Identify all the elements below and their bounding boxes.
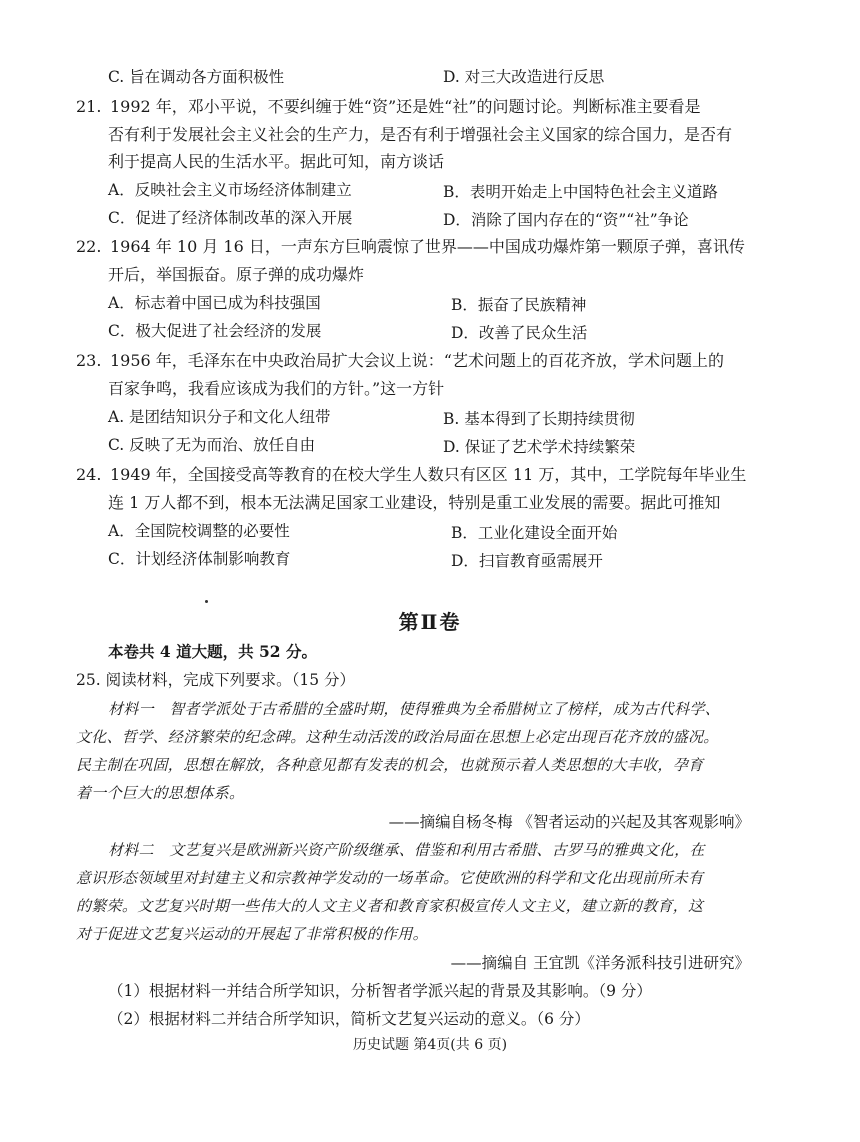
q21-option-b: B．表明开始走上中国特色社会主义道路 (443, 183, 718, 201)
material-two-source: ——摘编自 王宜凯《洋务派科技引进研究》 (450, 954, 750, 972)
q23-option-c: C. 反映了无为而治、放任自由 (108, 436, 316, 454)
material-two-line3: 的繁荣。文艺复兴时期一些伟大的人文主义者和教育家积极宣传人文主义，建立新的教育，这 (76, 897, 704, 915)
q21-option-c: C．促进了经济体制改革的深入开展 (108, 209, 353, 227)
section-title: 第Ⅱ卷 (398, 610, 462, 634)
q21-option-d: D．消除了国内存在的“资”“社”争论 (443, 211, 689, 229)
material-one-line1: 材料一 智者学派处于古希腊的全盛时期，使得雅典为全希腊树立了榜样，成为古代科学、 (108, 700, 721, 718)
q24-option-c: C．计划经济体制影响教育 (108, 550, 291, 568)
q24-option-b: B．工业化建设全面开始 (451, 524, 618, 542)
q25-heading: 25. 阅读材料，完成下列要求。（15 分） (76, 671, 355, 689)
q21-stem-line3: 利于提高人民的生活水平。据此可知，南方谈话 (108, 152, 445, 171)
q22-option-d: D．改善了民众生活 (451, 324, 588, 342)
page-footer: 历史试题 第4页(共 6 页) (352, 1037, 508, 1053)
q23-number: 23. (76, 351, 102, 370)
material-two-line1: 材料二 文艺复兴是欧洲新兴资产阶级继承、借鉴和利用古希腊、古罗马的雅典文化，在 (108, 841, 705, 859)
q22-stem-line2: 开后，举国振奋。原子弹的成功爆炸 (108, 265, 365, 284)
q22-option-a: A．标志着中国已成为科技强国 (108, 294, 321, 312)
q20-option-c: C. 旨在调动各方面积极性 (108, 68, 285, 86)
q22-number: 22. (76, 237, 102, 256)
q22-stem-line1: 22. 1964 年 10 月 16 日，一声东方巨响震惊了世界——中国成功爆炸第一颗原子弹，喜讯传 (76, 237, 745, 256)
q21-option-a: A．反映社会主义市场经济体制建立 (108, 181, 352, 199)
q23-option-d: D. 保证了艺术学术持续繁荣 (443, 438, 636, 456)
q24-stem-line2: 连 1 万人都不到，根本无法满足国家工业建设，特别是重工业发展的需要。据此可推知 (108, 493, 721, 512)
material-one-line2: 文化、哲学、经济繁荣的纪念碑。这种生动活泼的政治局面在思想上必定出现百花齐放的盛况。 (76, 728, 719, 746)
material-two-line4: 对于促进文艺复兴运动的开展起了非常积极的作用。 (76, 925, 428, 943)
q24-number: 24. (76, 465, 102, 484)
q22-option-c: C．极大促进了社会经济的发展 (108, 322, 322, 340)
scan-speck (205, 600, 208, 603)
q23-stem-line2: 百家争鸣，我看应该成为我们的方针。”这一方针 (108, 379, 445, 398)
material-one-line4: 着一个巨大的思想体系。 (76, 784, 245, 802)
q21-number: 21. (76, 97, 102, 116)
q22-option-b: B．振奋了民族精神 (451, 296, 587, 314)
section-intro: 本卷共 4 道大题，共 52 分。 (108, 642, 317, 661)
q23-option-b: B. 基本得到了长期持续贯彻 (443, 410, 635, 428)
material-two-line2: 意识形态领域里对封建主义和宗教神学发动的一场革命。它使欧洲的科学和文化出现前所未有 (76, 869, 704, 887)
q23-option-a: A. 是团结知识分子和文化人纽带 (108, 408, 331, 426)
q21-stem-line1: 21. 1992 年，邓小平说，不要纠缠于姓“资”还是姓“社”的问题讨论。判断标准主要看是 (76, 97, 701, 116)
q23-stem-line1: 23. 1956 年，毛泽东在中央政治局扩大会议上说：“艺术问题上的百花齐放，学术问题上的 (76, 351, 724, 370)
material-one-line3: 民主制在巩固，思想在解放，各种意见都有发表的机会，也就预示着人类思想的大丰收，孕育 (76, 756, 704, 774)
q24-option-a: A．全国院校调整的必要性 (108, 522, 290, 540)
q20-option-d: D. 对三大改造进行反思 (443, 68, 605, 86)
material-one-source: ——摘编自杨冬梅 《智者运动的兴起及其客观影响》 (388, 813, 750, 831)
q25-subquestion-2: （2）根据材料二并结合所学知识，简析文艺复兴运动的意义。（6 分） (108, 1010, 590, 1028)
q21-stem-line2: 否有利于发展社会主义社会的生产力，是否有利于增强社会主义国家的综合国力，是否有 (108, 125, 733, 144)
q24-option-d: D．扫盲教育亟需展开 (451, 552, 603, 570)
q25-subquestion-1: （1）根据材料一并结合所学知识，分析智者学派兴起的背景及其影响。（9 分） (108, 982, 652, 1000)
q24-stem-line1: 24. 1949 年，全国接受高等教育的在校大学生人数只有区区 11 万，其中，工学院每年毕业生 (76, 465, 747, 484)
